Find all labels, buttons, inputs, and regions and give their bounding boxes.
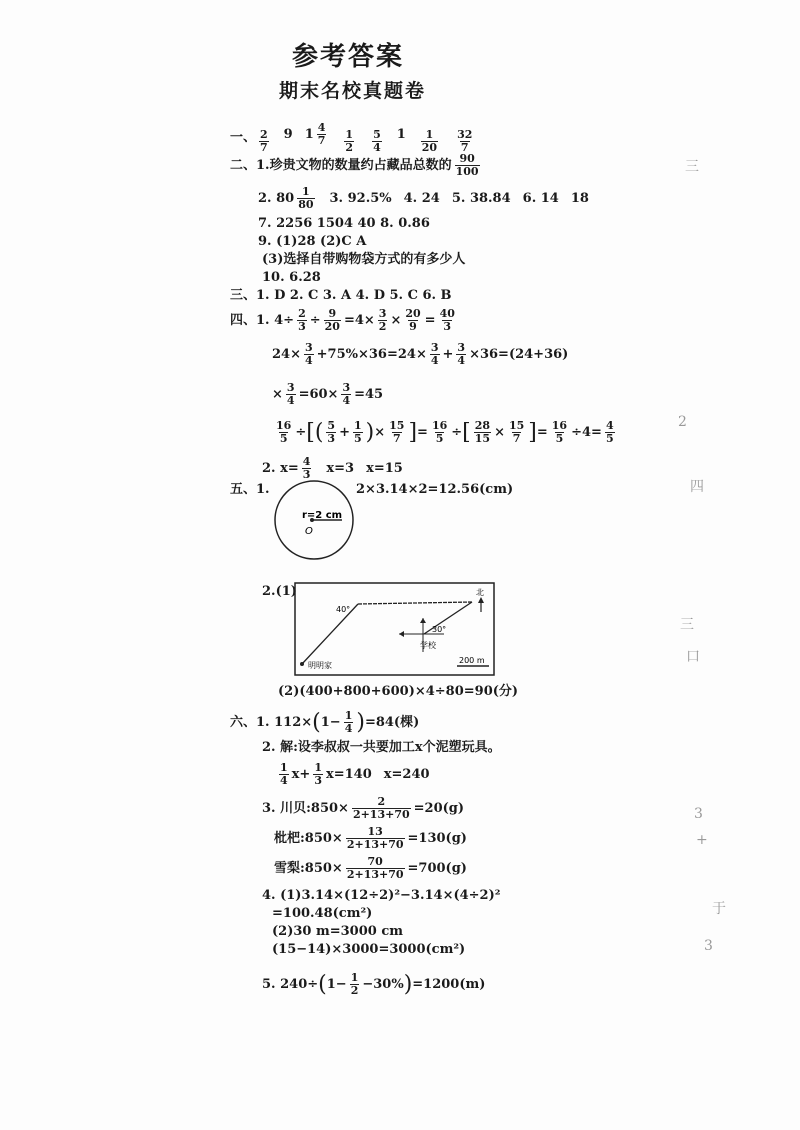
margin-mark: 三 bbox=[685, 159, 699, 175]
margin-mark: 口 bbox=[686, 649, 700, 665]
angle-40-label: 40° bbox=[336, 605, 351, 614]
angle-30-label: 30° bbox=[432, 625, 447, 634]
s4-line4: $\frac{16}{5}$ ÷ [ ( 5 3 + $\frac{1}{5}$ ) × $\frac{15}{7}$ ] = $\frac{16}{5}$ ÷ [ $\frac{28}{15}$ × $\frac{15}{7}$ ] = $\frac{16}{5}$ ÷4= $\frac{4}{5}$ bbox=[276, 419, 614, 445]
s5-q2: 2.(1) bbox=[262, 584, 297, 599]
fraction: 1 80 bbox=[298, 185, 314, 211]
s2-q2 bbox=[258, 186, 589, 211]
s6-q4d: (15−14)×3000=3000(cm²) bbox=[272, 942, 466, 957]
s6-q5: 5. 240÷ ( 1− $\frac{1}{2}$ −30% ) =1200(m) bbox=[262, 971, 486, 997]
section-3-label: 三、 bbox=[230, 288, 257, 303]
north-label: 北 bbox=[476, 588, 484, 597]
s6-q2: 2. 解:设李叔叔一共要加工x个泥塑玩具。 bbox=[262, 740, 501, 755]
answer-text: 5. 38.84 bbox=[451, 190, 511, 206]
answer-text: 3. 92.5% bbox=[329, 190, 392, 206]
answer-item: 1 bbox=[396, 126, 406, 142]
section-2-label: 二、 bbox=[230, 157, 257, 173]
s2-q9b: (3)选择自带购物袋方式的有多少人 bbox=[262, 252, 466, 267]
section-1 bbox=[230, 122, 488, 154]
home-label: 明明家 bbox=[308, 661, 332, 670]
s5-formula: 2×3.14×2=12.56(cm) bbox=[356, 482, 514, 497]
answer-text: 6. 14 bbox=[522, 190, 559, 206]
margin-mark: 三 bbox=[680, 617, 694, 633]
s6-q2-equation: 1 4 x+ $\frac{1}{3}$ x=140 x=240 bbox=[280, 761, 430, 787]
circle-diagram bbox=[272, 478, 360, 566]
s4-line1: 四、 1. 4÷ $\frac{2}{3}$ ÷ $\frac{9}{20}$ =4× $\frac{3}{2}$ × $\frac{20}{9}$ = $\frac{40}{3}$ bbox=[230, 307, 455, 333]
section-1-answers bbox=[256, 122, 488, 154]
s6-q3-xueli: 雪梨:850× $\frac{70}{2+13+70}$ =700(g) bbox=[274, 855, 467, 881]
s4-line3: × $\frac{3}{4}$ =60× $\frac{3}{4}$ =45 bbox=[272, 381, 384, 407]
radius-label: r=2 cm bbox=[302, 510, 343, 521]
section-6-label: 六、 bbox=[230, 714, 257, 730]
s2-q7: 7. 2256 1504 40 8. 0.86 bbox=[258, 216, 430, 231]
q-number: 1. bbox=[256, 157, 270, 173]
center-label: O bbox=[305, 526, 313, 537]
answer-item: 9 bbox=[283, 126, 293, 142]
s4-line5: 2. x= $\frac{4}{3}$ x=3 x=15 bbox=[262, 455, 403, 481]
answer-title: 参考答案 bbox=[292, 42, 405, 72]
s6-q4b: =100.48(cm²) bbox=[272, 906, 373, 921]
answer-item: 2 7 bbox=[260, 127, 268, 154]
s6-q3-chuanbei: 3. 川贝:850× $\frac{2}{2+13+70}$ =20(g) bbox=[262, 795, 465, 821]
s6-q1: 六、 1. 112× ( 1 − $\frac{1}{4}$ ) =84(棵) bbox=[230, 709, 420, 735]
s6-q4a: 4. (1)3.14×(12÷2)²−3.14×(4÷2)² bbox=[262, 888, 501, 903]
section-5-label: 五、 bbox=[230, 482, 257, 497]
s2-q1 bbox=[230, 153, 483, 178]
section-3 bbox=[230, 288, 452, 304]
answer-item: 32 7 bbox=[457, 127, 473, 154]
exam-subtitle: 期末名校真题卷 bbox=[279, 80, 427, 102]
s5-q1: 五、 1. bbox=[230, 482, 270, 497]
margin-mark: 3 bbox=[694, 806, 703, 822]
answer-item: 1 4 7 bbox=[304, 121, 326, 147]
answer-text: 18 bbox=[570, 190, 589, 206]
margin-mark: + bbox=[696, 832, 708, 848]
margin-mark: 于 bbox=[712, 901, 726, 917]
route-map bbox=[294, 582, 496, 678]
answer-item: 1 2 bbox=[345, 127, 354, 154]
section-1-label: 一、 bbox=[230, 129, 257, 145]
answer-text: 2. 80 bbox=[258, 190, 295, 206]
answer-text: 4. 24 bbox=[403, 190, 440, 206]
margin-mark: 2 bbox=[678, 414, 687, 430]
s2-q9a: 9. (1)28 (2)C A bbox=[258, 234, 367, 249]
s6-q4c: (2)30 m=3000 cm bbox=[272, 924, 403, 939]
margin-mark: 四 bbox=[690, 479, 704, 495]
answer-text: 1. D 2. C 3. A 4. D 5. C 6. B bbox=[256, 288, 452, 303]
section-4-label: 四、 bbox=[230, 312, 257, 328]
s6-q3-pipa: 枇杷:850× $\frac{13}{2+13+70}$ =130(g) bbox=[274, 825, 467, 851]
scale-label: 200 m bbox=[459, 656, 485, 665]
answer-item: 1 20 bbox=[421, 127, 438, 154]
s5-q2b: (2)(400+800+600)×4÷80=90(分) bbox=[278, 684, 519, 699]
s4-line2: 24× $\frac{3}{4}$ +75%×36=24× $\frac{3}{4}$ + $\frac{3}{4}$ ×36=(24+36) bbox=[272, 341, 569, 367]
fraction: 90 100 bbox=[455, 152, 479, 178]
margin-mark: 3 bbox=[704, 938, 713, 954]
answer-item: 5 4 bbox=[373, 127, 381, 154]
s2-q10: 10. 6.28 bbox=[262, 270, 321, 285]
school-label: 学校 bbox=[420, 641, 436, 650]
answer-text: 珍贵文物的数量约占藏品总数的 bbox=[269, 157, 452, 173]
